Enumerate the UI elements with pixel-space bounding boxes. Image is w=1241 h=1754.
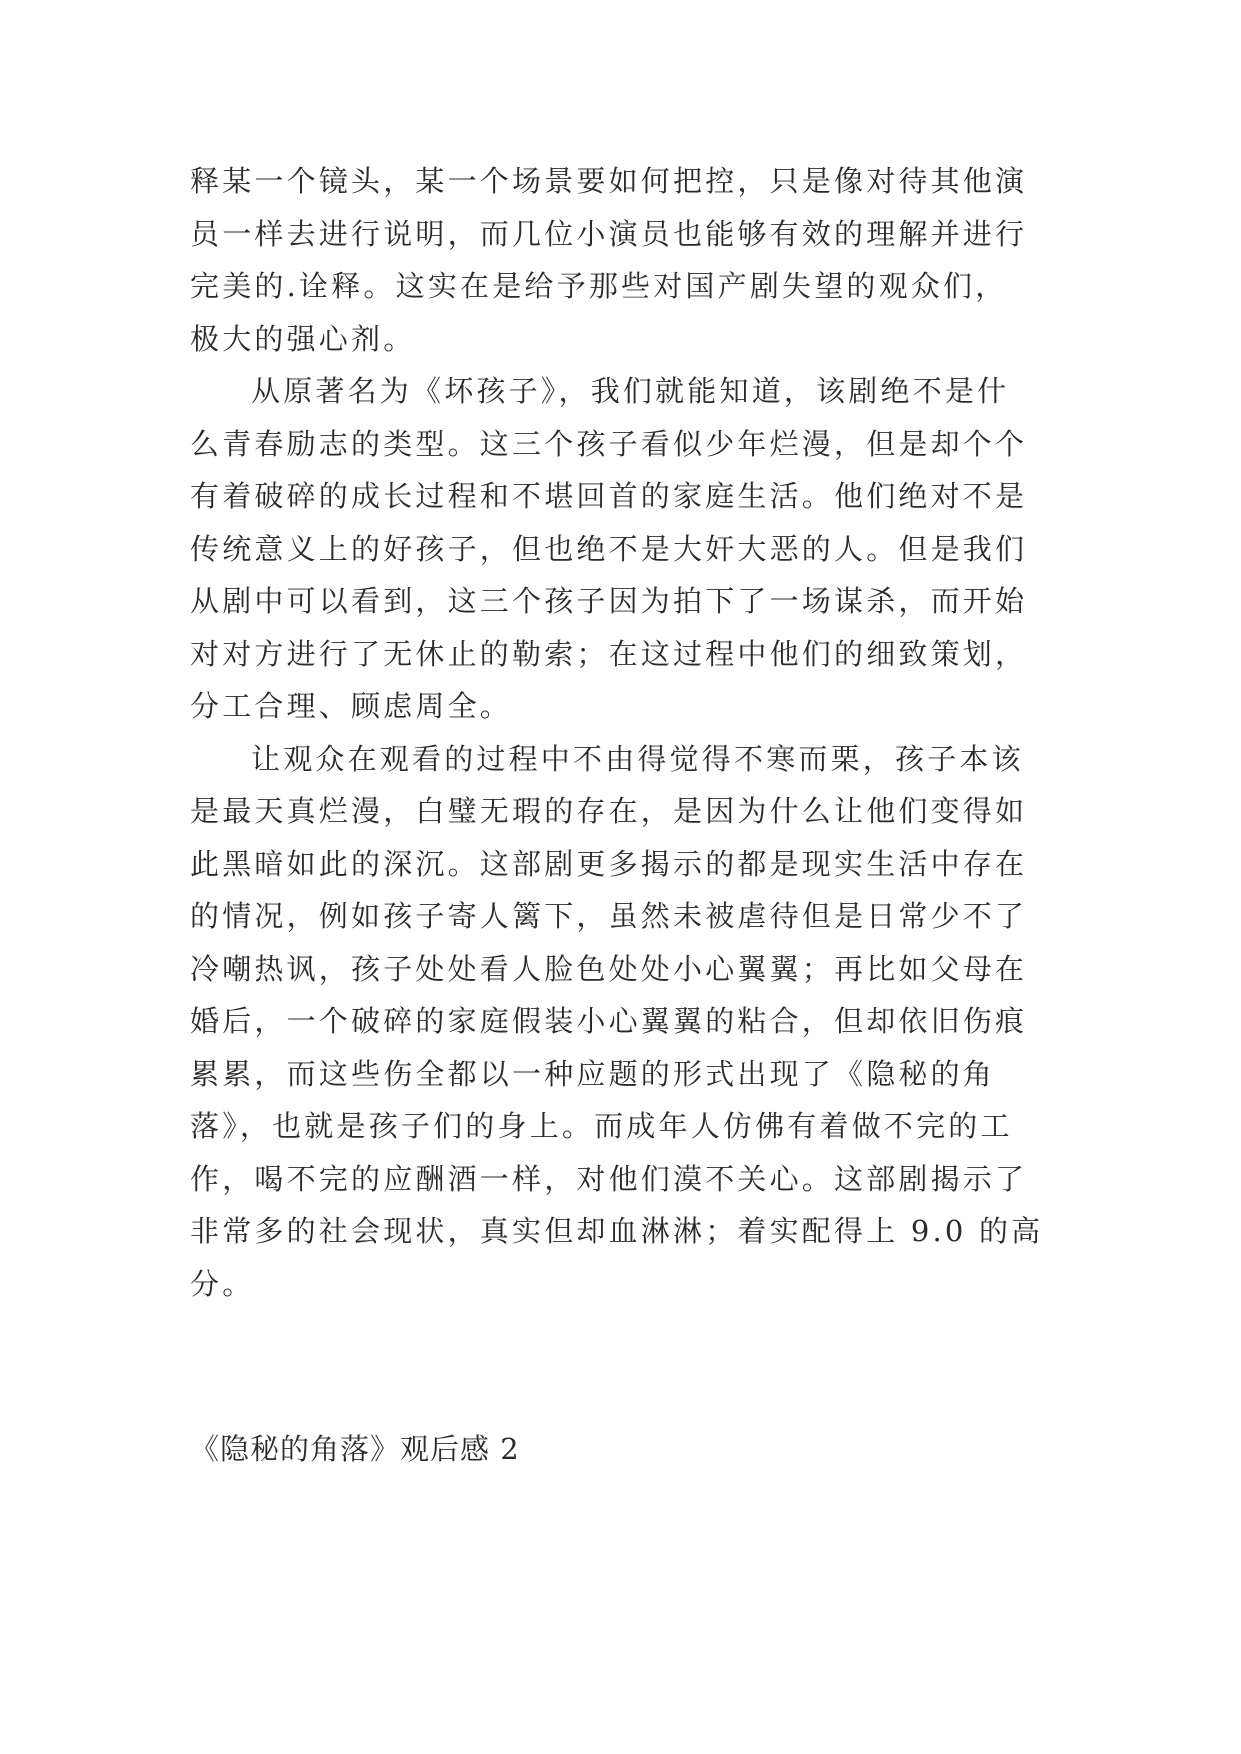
text-line: 是最天真烂漫，白璧无瑕的存在，是因为什么让他们变得如 — [190, 794, 1028, 828]
section-heading: 《隐秘的角落》观后感 2 — [190, 1432, 520, 1466]
text-line: 释某一个镜头，某一个场景要如何把控，只是像对待其他演 — [190, 164, 1028, 198]
text-line: 么青春励志的类型。这三个孩子看似少年烂漫，但是却个个 — [190, 426, 1028, 461]
text-line: 非常多的社会现状，真实但却血淋淋；着实配得上 9.0 的高 — [190, 1214, 1044, 1248]
text-line: 作，喝不完的应酬酒一样，对他们漠不关心。这部剧揭示了 — [190, 1161, 1028, 1196]
text-line: 有着破碎的成长过程和不堪回首的家庭生活。他们绝对不是 — [190, 479, 1028, 513]
text-line: 婚后，一个破碎的家庭假装小心翼翼的粘合，但却依旧伤痕 — [190, 1004, 1028, 1038]
paragraph-2 — [190, 365, 1050, 733]
text-line: 完美的.诠释。这实在是给予那些对国产剧失望的观众们， — [190, 269, 1008, 303]
text-line: 此黑暗如此的深沉。这部剧更多揭示的都是现实生活中存在 — [190, 846, 1028, 881]
text-line: 从剧中可以看到，这三个孩子因为拍下了一场谋杀，而开始 — [190, 584, 1028, 618]
text-line-first: 让观众在观看的过程中不由得觉得不寒而栗，孩子本该 — [251, 741, 1024, 776]
text-line-first: 从原著名为《坏孩子》，我们就能知道，该剧绝不是什 — [251, 374, 1010, 408]
text-line: 分。 — [190, 1266, 255, 1301]
paragraph-3 — [190, 733, 1050, 1311]
text-line: 冷嘲热讽，孩子处处看人脸色处处小心翼翼；再比如父母在 — [190, 951, 1028, 986]
body-text — [190, 155, 1050, 1310]
text-line: 累累，而这些伤全都以一种应题的形式出现了《隐秘的角 — [190, 1056, 996, 1091]
text-line: 分工合理、顾虑周全。 — [190, 689, 513, 723]
text-line: 极大的强心剂。 — [190, 321, 416, 356]
text-line: 对对方进行了无休止的勒索；在这过程中他们的细致策划， — [190, 636, 1028, 671]
paragraph-1 — [190, 155, 1050, 365]
text-line: 的情况，例如孩子寄人篱下，虽然未被虐待但是日常少不了 — [190, 899, 1028, 933]
text-line: 员一样去进行说明，而几位小演员也能够有效的理解并进行 — [190, 216, 1028, 251]
text-line: 传统意义上的好孩子，但也绝不是大奸大恶的人。但是我们 — [190, 531, 1028, 566]
text-line: 落》，也就是孩子们的身上。而成年人仿佛有着做不完的工 — [190, 1109, 1013, 1143]
